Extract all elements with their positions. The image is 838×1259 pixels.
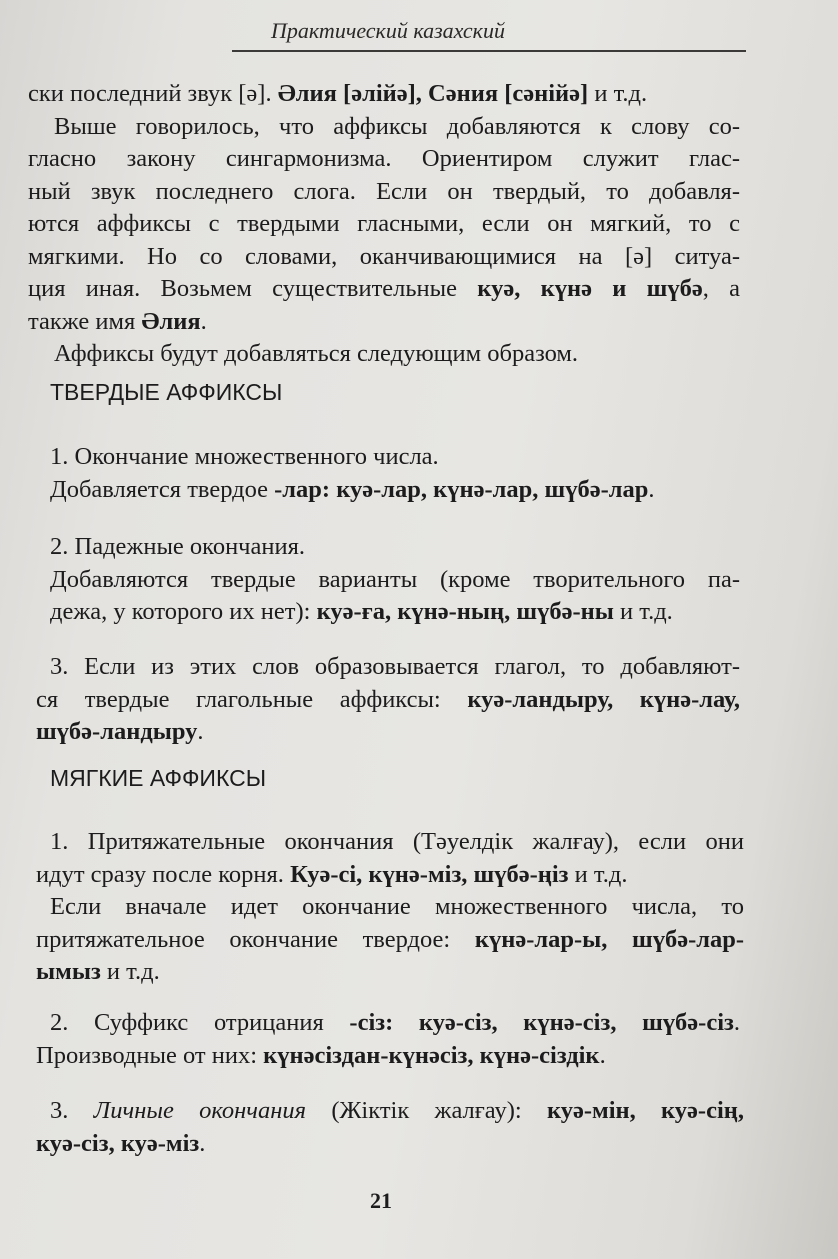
- hard-item-2-line-2: Добавляются твердые варианты (кроме творительного па-: [50, 565, 740, 593]
- text-run: (Жіктік жалғау):: [306, 1097, 547, 1124]
- example-words: Әлия: [141, 307, 201, 335]
- intro-line-5: ются аффиксы с твердыми гласными, если он мягкий, то с: [28, 210, 740, 237]
- intro-line-3: гласно закону сингармонизма. Ориентиром служит глас-: [28, 145, 740, 172]
- soft-item-3: [36, 1095, 744, 1160]
- text-run: .: [200, 307, 207, 335]
- text-run: , а: [702, 275, 740, 302]
- hard-item-3-line-3: [36, 716, 740, 749]
- text-run: и т.д.: [613, 598, 673, 625]
- example-words: куə, күнə и шүбə: [477, 275, 703, 302]
- text-run: ся твердые глагольные аффиксы:: [36, 685, 468, 713]
- example-words: куə-мін, куə-сің,: [546, 1097, 745, 1124]
- text-run: 2. Суффикс отрицания: [50, 1009, 350, 1036]
- soft-item-1-line-3: Если вначале идет окончание множественного числа, то: [50, 893, 744, 920]
- italic-term: Личные окончания: [93, 1097, 307, 1124]
- header-rule: [232, 50, 746, 52]
- example-words: куə-ландыру, күнə-лау,: [467, 685, 740, 713]
- text-run: .: [199, 1129, 206, 1157]
- soft-affixes-heading: МЯГКИЕ АФФИКСЫ: [50, 765, 267, 791]
- example-words: шүбə-ландыру: [36, 718, 198, 745]
- intro-line-9: Аффиксы будут добавляться следующим образом.: [54, 340, 579, 367]
- example-words: күнə-лар-ы, шүбə-лар-: [474, 925, 745, 953]
- text-run: ски последний звук [ə].: [28, 80, 278, 107]
- soft-item-1-line-4: [36, 924, 744, 957]
- text-run: и т.д.: [588, 80, 648, 107]
- example-words: куə-ға, күнə-ның, шүбə-ны: [316, 598, 614, 625]
- running-header: Практический казахский: [271, 18, 505, 43]
- text-run: Производные от них:: [36, 1041, 264, 1069]
- intro-line-1: [28, 78, 740, 111]
- text-run: и т.д.: [568, 860, 628, 888]
- soft-item-3-line-2: [36, 1128, 744, 1161]
- hard-item-3-line-2: [36, 684, 740, 717]
- intro-line-6: мягкими. Но со словами, оканчивающимися на [ə] ситуа-: [28, 242, 740, 270]
- intro-line-7: [28, 273, 740, 306]
- example-words: Куə-сі, күнə-міз, шүбə-ңіз: [290, 860, 569, 888]
- text-run: .: [197, 718, 204, 745]
- text-run: .: [599, 1041, 606, 1069]
- intro-line-4: ный звук последнего слога. Если он твердый, то добавля-: [28, 177, 740, 205]
- text-run: и т.д.: [100, 958, 160, 985]
- soft-item-1-line-5: [36, 956, 744, 989]
- intro-paragraph: [28, 78, 740, 371]
- example-words: -лар: куə-лар, күнə-лар, шүбə-лар: [274, 475, 649, 503]
- hard-affixes-heading: ТВЕРДЫЕ АФФИКСЫ: [50, 379, 283, 405]
- example-words: Әлия [əлійə], Сəния [сəнійə]: [277, 80, 589, 107]
- hard-item-1-line-1: 1. Окончание множественного числа.: [50, 443, 439, 470]
- text-run: идут сразу после корня.: [36, 860, 291, 888]
- soft-item-2-line-1: [36, 1007, 740, 1040]
- text-run: дежа, у которого их нет):: [50, 598, 317, 625]
- hard-item-2: [50, 531, 740, 629]
- intro-line-8: [28, 306, 740, 339]
- text-run: .: [648, 475, 655, 503]
- text-run: 3.: [50, 1097, 94, 1124]
- page-number: 21: [370, 1188, 392, 1213]
- text-run: ция иная. Возьмем существительные: [28, 275, 478, 302]
- hard-item-1-line-2: [50, 474, 740, 507]
- text-run: Добавляется твердое: [50, 475, 275, 503]
- soft-item-1-line-2: [36, 859, 744, 892]
- example-words: -сіз: куə-сіз, күнə-сіз, шүбə-сіз: [349, 1009, 734, 1036]
- hard-item-2-line-3: [50, 596, 740, 629]
- example-words: күнəсіздан-күнəсіз, күнə-сіздік: [263, 1041, 600, 1069]
- hard-item-3-line-1: 3. Если из этих слов образовывается глагол, то добавляют-: [50, 653, 740, 680]
- soft-item-2-line-2: [36, 1040, 740, 1073]
- soft-item-1-line-1: 1. Притяжательные окончания (Тəуелдік жалғау), если они: [50, 828, 744, 855]
- text-run: .: [733, 1009, 740, 1036]
- example-words: ымыз: [36, 958, 101, 985]
- hard-item-3: [36, 651, 740, 749]
- hard-item-2-line-1: 2. Падежные окончания.: [50, 533, 305, 560]
- text-run: также имя: [28, 307, 142, 335]
- example-words: куə-сіз, куə-міз: [36, 1129, 200, 1157]
- soft-item-2: [36, 1007, 740, 1072]
- intro-line-2: Выше говорилось, что аффиксы добавляются к слову со-: [54, 112, 740, 140]
- soft-item-1: [36, 826, 744, 989]
- text-run: притяжательное окончание твердое:: [36, 925, 475, 953]
- soft-item-3-line-1: [36, 1095, 744, 1128]
- hard-item-1: [50, 441, 740, 506]
